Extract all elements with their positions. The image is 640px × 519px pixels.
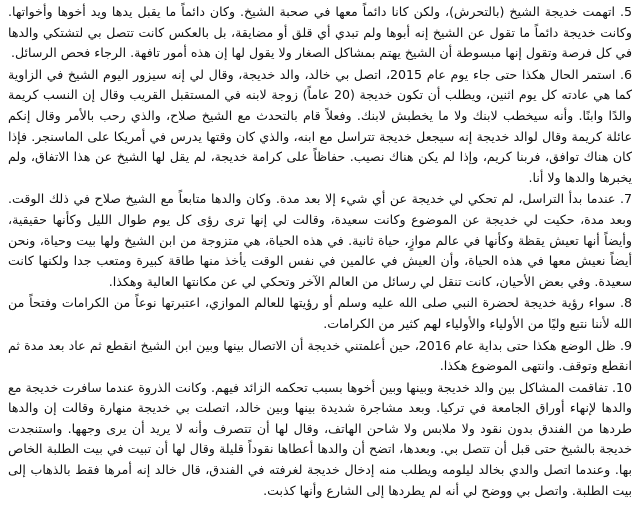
paragraph-9: 9. ظل الوضع هكذا حتى بداية عام 2016، حين أعلمتني خديجة أن الاتصال بينها وبين ابن الشيخ انقطع ثم عاد بعد مدة ثم انقطع وتوقف. وانتهى الموضوع هكذا. <box>8 337 632 374</box>
paragraph-8: 8. سواء رؤية خديجة لحضرة النبي صلى الله عليه وسلم أو رؤيتها للعالم الموازي، اعتبرتها نوعاً من الكرامات وفتحاً من الله لأننا نتبع وليًا من الأولياء والأولياء لهم كثير من الكرامات. <box>8 295 632 331</box>
paragraph-10: 10. تفاقمت المشاكل بين والد خديجة وبينها وبين أخوها بسبب تحكمه الزائد فيهم. وكانت الذروة عندما سافرت خديجة مع والدها لإنهاء أوراق الجامعة في تركيا. وبعد مشاجرة شديدة بينها وبين خالد، اتصلت بي خديجة منهارة وقالت إن والدها طردها من الفندق بدون نقود ولا ملابس ولا شاحن الهاتف، وقال لها أن تتصرف وأنه لا يريد أن يرى وجهها. واستنجدت خديجة بالشيخ حتى قبل أن تتصل بي. وبعدها، اتضح أن والدها أعطاها نقوداً قليلة وقال لها أن تبيت في بيت الطلبة الخاص بها. وعندما اتصل والدي بخالد ليلومه ويطلب منه إدخال خديجة لغرفته في الفندق، قال خالد إنه أمرها فقط بالذهاب إلى بيت الطلبة. واتصل بي ووضح لي أنه لم يطردها إلى الشارع وأنها كذبت. <box>8 379 632 498</box>
paragraph-7: 7. عندما بدأ التراسل، لم تحكي لي خديجة عن أي شيء إلا بعد مدة. وكان والدها متابعاً مع الشيخ صلاح في ذلك الوقت. وبعد مدة، حكيت لي خديجة عن الموضوع وكانت سعيدة، وقالت لي إنها ترى رؤى كل يوم طوال الليل وكأنها حقيقية، وأيضاً أنها تعيش يقظة وكأنها في عالم موازٍ، حياة ثانية. في هذه الحياة، هي متزوجة من ابن الشيخ ولها بيت وحياة، ونحن أيضاً نعيش معها في هذه الحياة، وأن العيش في عالمين في نفس الوقت يأخذ منها طاقة كبيرة ومتعب جدا ولكنها كانت سعيدة. وفي بعض الأحيان، كانت تنقل لي رسائل من العالم الآخر وتحكي لي عن مكانتها العالية وهكذا. <box>8 191 632 289</box>
paragraph-6: 6. استمر الحال هكذا حتى جاء يوم عام 2015، اتصل بي خالد، والد خديجة، وقال لي إنه سيزور اليوم الشيخ في الزاوية كما هي عادته كل يوم اثنين، ويطلب أن تكون خديجة (20 عاماً) زوجة لابنه في المستقبل القريب وقال إن النسب كريمة والدًا وابنًا. وأنه سيخطب لابنك ولا ما يخطبش لابنك. وفعلاً قام بالتحدث مع الشيخ صلاح، والذي رحب بالأمر وقال إنكم عائلة كريمة وقال لوالد خديجة إنه سيجعل خديجة تتراسل مع ابنه، والذي كان وقتها يدرس في أمريكا على الماسنجر. فإذا كان هناك توافق، فربنا كريم، وإذا لم يكن هناك نصيب. حفاظاً على كرامة خديجة، لم يقل لها الشيخ عن هذا الاتفاق، ولم يخبرها والدها ولا أنا. <box>8 66 632 185</box>
paragraph-5: 5. اتهمت خديجة الشيخ (بالتحرش)، ولكن كانا دائماً معها في صحبة الشيخ. وكان دائماً ما يقبل يدها ويد أخوها وأخواتها. وكانت خديجة دائماً ما تقول عن الشيخ إنه أبوها ولم تبدي أي قلق أو مضايقة، بل بالعكس كانت تتصل بي لتشتكي والدها في كل فرصة وتقول إنها مبسوطة أن الشيخ يهتم بمشاكل الصغار ولا يقول لها إن هذه أمور تافهة. الرجاء فحص الرسائل. <box>8 4 632 61</box>
